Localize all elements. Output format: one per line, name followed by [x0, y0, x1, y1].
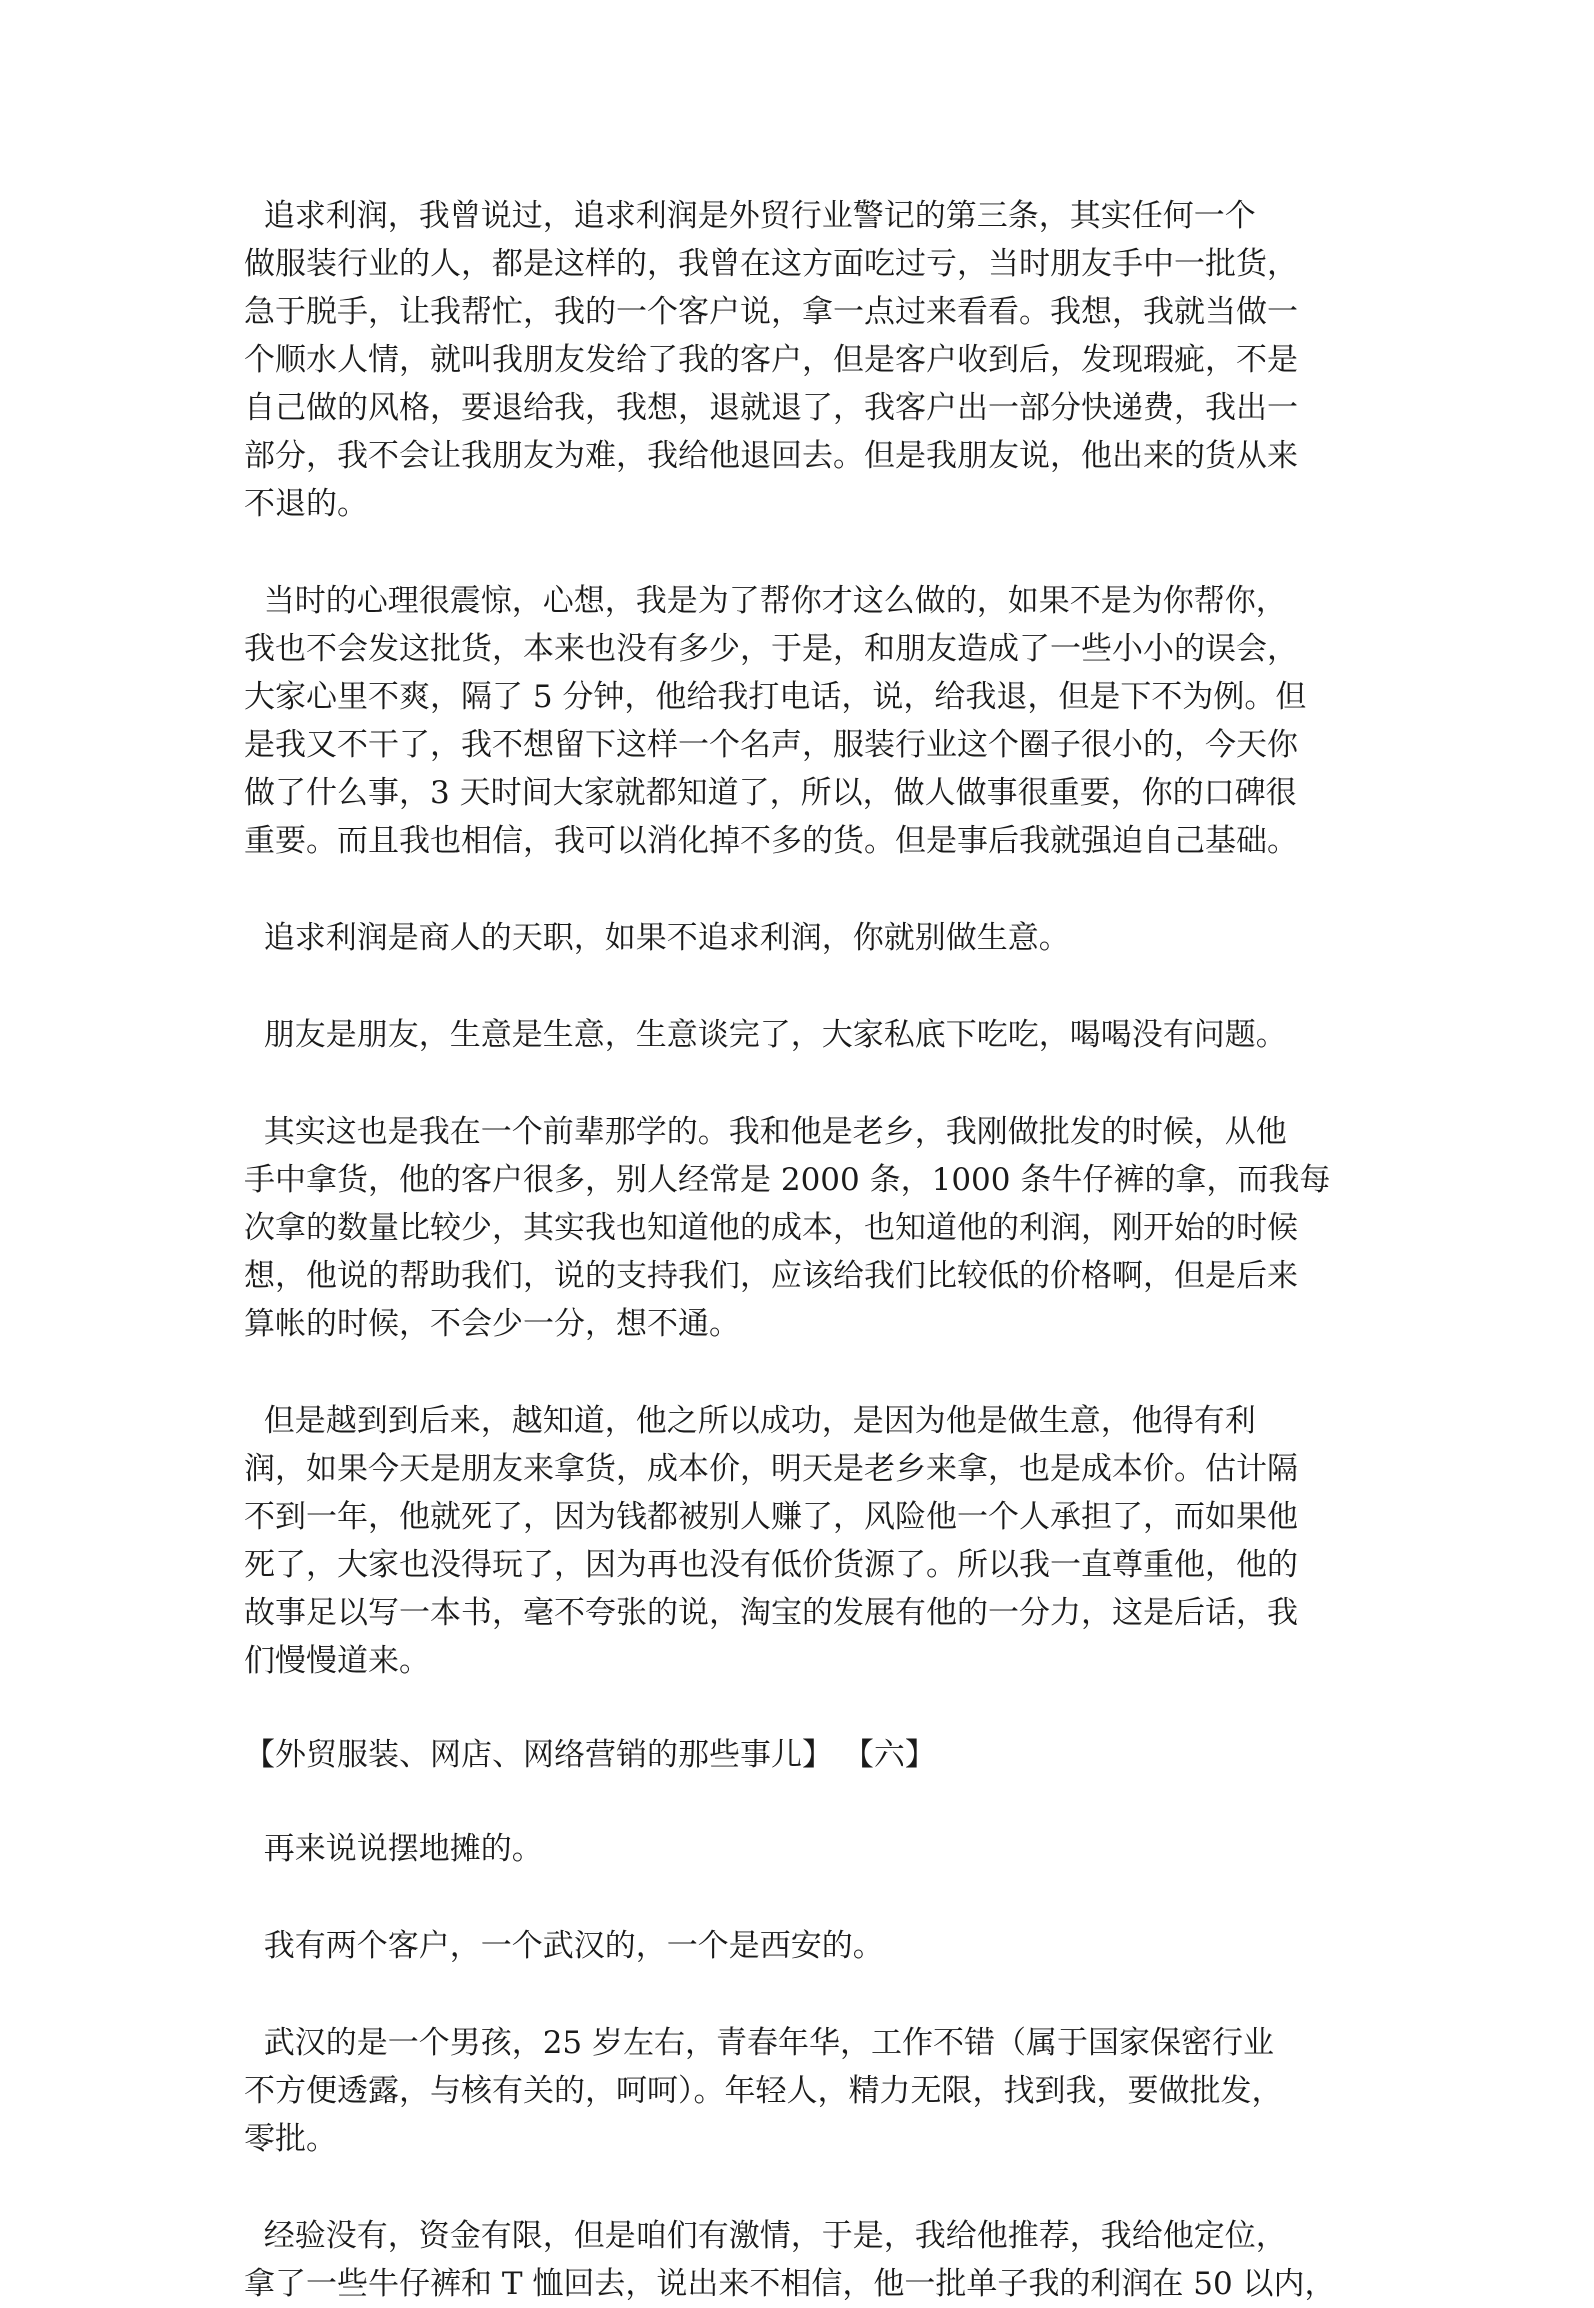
- paragraph-pursue-profit: [244, 192, 1344, 528]
- paragraph-success: [244, 1397, 1344, 1685]
- paragraph-wuhan: [244, 2019, 1344, 2163]
- text-line: 我有两个客户，一个武汉的，一个是西安的。: [244, 1928, 884, 1964]
- text-line: 手中拿货，他的客户很多，别人经常是 2000 条，1000 条牛仔裤的拿，而我每: [244, 1162, 1331, 1198]
- text-line: 重要。而且我也相信，我可以消化掉不多的货。但是事后我就强迫自己基础。: [244, 823, 1298, 859]
- text-line: 但是越到到后来，越知道，他之所以成功，是因为他是做生意，他得有利: [244, 1403, 1256, 1439]
- text-line: 大家心里不爽，隔了 5 分钟，他给我打电话，说，给我退，但是下不为例。但: [244, 679, 1307, 715]
- paragraph-merchant-duty: [244, 914, 1344, 962]
- text-line: 自己做的风格，要退给我，我想，退就退了，我客户出一部分快递费，我出一: [244, 390, 1298, 426]
- text-line: 算帐的时候，不会少一分，想不通。: [244, 1306, 740, 1342]
- text-line: 死了，大家也没得玩了，因为再也没有低价货源了。所以我一直尊重他，他的: [244, 1547, 1298, 1583]
- text-line: 经验没有，资金有限，但是咱们有激情，于是，我给他推荐，我给他定位，: [244, 2218, 1287, 2254]
- text-line: 不方便透露，与核有关的，呵呵）。年轻人，精力无限，找到我，要做批发，: [244, 2073, 1283, 2109]
- text-line: 零批。: [244, 2121, 337, 2157]
- section-heading: [244, 1731, 1344, 1779]
- paragraph-friends-business: [244, 1011, 1344, 1059]
- text-line: 追求利润，我曾说过，追求利润是外贸行业警记的第三条，其实任何一个: [244, 198, 1256, 234]
- text-line: 是我又不干了，我不想留下这样一个名声，服装行业这个圈子很小的，今天你: [244, 727, 1298, 763]
- text-line: 不退的。: [244, 486, 368, 522]
- paragraph-shock: [244, 577, 1344, 865]
- text-line: 其实这也是我在一个前辈那学的。我和他是老乡，我刚做批发的时候，从他: [244, 1114, 1287, 1150]
- text-line: 不到一年，他就死了，因为钱都被别人赚了，风险他一个人承担了，而如果他: [244, 1499, 1298, 1535]
- text-line: 次拿的数量比较少，其实我也知道他的成本，也知道他的利润，刚开始的时候: [244, 1210, 1298, 1246]
- paragraph-two-clients: [244, 1922, 1344, 1970]
- text-line: 部分，我不会让我朋友为难，我给他退回去。但是我朋友说，他出来的货从来: [244, 438, 1298, 474]
- text-line: 故事足以写一本书，毫不夸张的说，淘宝的发展有他的一分力，这是后话，我: [244, 1595, 1298, 1631]
- text-line: 朋友是朋友，生意是生意，生意谈完了，大家私底下吃吃，喝喝没有问题。: [244, 1017, 1287, 1053]
- text-line: 我也不会发这批货，本来也没有多少，于是，和朋友造成了一些小小的误会，: [244, 631, 1298, 667]
- text-line: 做服装行业的人，都是这样的，我曾在这方面吃过亏，当时朋友手中一批货，: [244, 246, 1298, 282]
- text-line: 急于脱手，让我帮忙，我的一个客户说，拿一点过来看看。我想，我就当做一: [244, 294, 1298, 330]
- text-line: 再来说说摆地摊的。: [244, 1831, 543, 1867]
- document-body: [244, 192, 1344, 2308]
- text-line: 做了什么事，3 天时间大家就都知道了，所以，做人做事很重要，你的口碑很: [244, 775, 1297, 811]
- text-line: 们慢慢道来。: [244, 1643, 430, 1679]
- text-line: 追求利润是商人的天职，如果不追求利润，你就别做生意。: [244, 920, 1070, 956]
- paragraph-street-stall: [244, 1825, 1344, 1873]
- paragraph-senior: [244, 1108, 1344, 1348]
- text-line: 想，他说的帮助我们，说的支持我们，应该给我们比较低的价格啊，但是后来: [244, 1258, 1298, 1294]
- heading-line: 【外贸服装、网店、网络营销的那些事儿】 【六】: [244, 1737, 936, 1773]
- text-line: 润，如果今天是朋友来拿货，成本价，明天是老乡来拿，也是成本价。估计隔: [244, 1451, 1298, 1487]
- text-line: 武汉的是一个男孩，25 岁左右，青春年华，工作不错（属于国家保密行业: [244, 2025, 1275, 2061]
- text-line: 拿了一些牛仔裤和 T 恤回去，说出来不相信，他一批单子我的利润在 50 以内，: [244, 2266, 1336, 2302]
- text-line: 当时的心理很震惊，心想，我是为了帮你才这么做的，如果不是为你帮你，: [244, 583, 1287, 619]
- text-line: 个顺水人情，就叫我朋友发给了我的客户，但是客户收到后，发现瑕疵，不是: [244, 342, 1298, 378]
- paragraph-experience: [244, 2212, 1344, 2308]
